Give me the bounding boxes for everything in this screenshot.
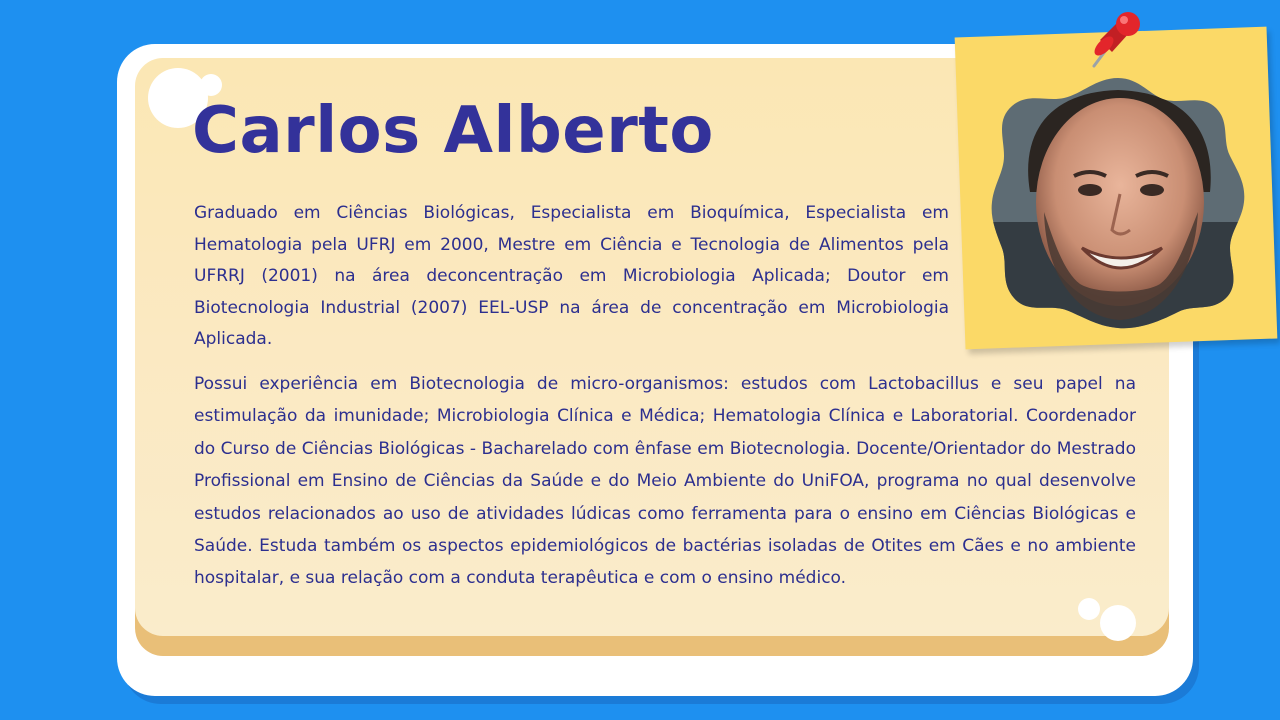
decorative-bubble (1100, 605, 1136, 641)
profile-photo (990, 72, 1246, 332)
bio-paragraph-1: Graduado em Ciências Biológicas, Especialista em Bioquímica, Especialista em Hematologia pela UFRJ em 2000, Mestre em Ciência e Tecnologia de Alimentos pela UFRRJ (2001) na área deconcentração em Microbiologia Aplicada; Doutor em Biotecnologia Industrial (2007) EEL-USP na área de concentração em Microbiologia Aplicada. (194, 203, 949, 349)
push-pin-icon (1090, 10, 1144, 70)
bio-paragraph-2: Possui experiência em Biotecnologia de micro-organismos: estudos com Lactobacillus e seu papel na estimulação da imunidade; Microbiologia Clínica e Médica; Hematologia Clínica e Laboratorial. Coordenador do Curso de Ciências Biológicas - Bacharelado com ênfase em Biotecnologia. Docente/Orientador do Mestrado Profissional em Ensino de Ciências da Saúde e do Meio Ambiente do UniFOA, programa no qual desenvolve estudos relacionados ao uso de atividades lúdicas como ferramenta para o ensino em Ciências Biológicas e Saúde. Estuda também os aspectos epidemiológicos de bactérias isoladas de Otites em Cães e no ambiente hospitalar, e sua relação com a conduta terapêutica e com o ensino médico. (194, 374, 1136, 589)
decorative-bubble (1078, 598, 1100, 620)
profile-name: Carlos Alberto (192, 94, 714, 168)
